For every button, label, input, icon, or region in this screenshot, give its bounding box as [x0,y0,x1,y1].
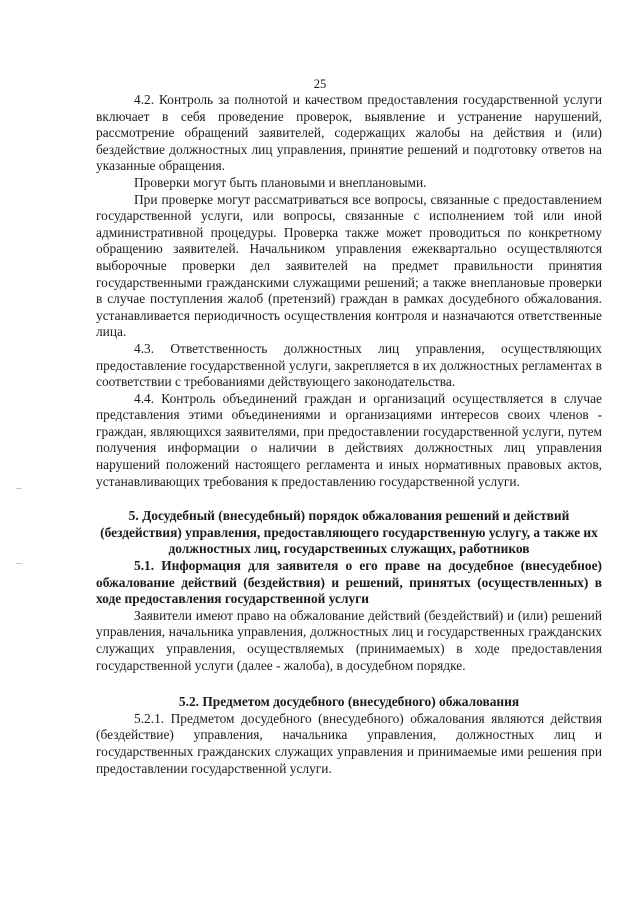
section-5-1-heading: 5.1. Информация для заявителя о его праве на досудебное (внесудебное) обжалование действий (бездействия) и решений, принятых (осуществленных) в ходе предоставления государственной услуги [96,558,602,607]
paragraph-4-2: 4.2. Контроль за полнотой и качеством предоставления государственной услуги включает в себя проведение проверок, выявление и устранение нарушений, рассмотрение обращений заявителей, содержащих жалобы на действия и (или) бездействие должностных лиц управления, принятие решений и подготовку ответов на указанные обращения. [96,92,602,174]
paragraph-5-1: Заявители имеют право на обжалование действий (бездействий) и (или) решений управления, начальника управления, должностных лиц и государственных гражданских служащих управления, осуществляемых (принимаемых) в ходе предоставления государственной услуги (далее - жалоба), в досудебном порядке. [96,607,602,673]
paragraph-5-2-1: 5.2.1. Предметом досудебного (внесудебного) обжалования являются действия (бездействие) управления, начальника управления, должностных лиц и государственных гражданских служащих управления и принимаемые ими решения при предоставлении государственной услуги. [96,710,602,776]
paragraph-4-4: 4.4. Контроль объединений граждан и организаций осуществляется в случае представления этими объединениями и организациями интересов своих членов - граждан, являющихся заявителями, при предоставлении государственной услуги, путем получения информации о наличии в действиях должностных лиц управления нарушений положений настоящего регламента и иных нормативных правовых актов, устанавливающих требования к предоставлению государственной услуги. [96,390,602,489]
paragraph-inspection-scope: При проверке могут рассматриваться все вопросы, связанные с предоставлением государственной услуги, или вопросы, связанные с исполнением той или иной административной процедуры. Проверка также может проводиться по конкретному обращению заявителей. Начальником управления ежеквартально осуществляются выборочные проверки дел заявителей на предмет правильности принятия государственными гражданскими служащими решений; а также внеплановые проверки в случае поступления жалоб (претензий) граждан в рамках досудебного обжалования. устанавливается периодичность осуществления контроля и назначаются ответственные лица. [96,191,602,340]
section-5-2-heading: 5.2. Предметом досудебного (внесудебного) обжалования [178,694,520,710]
page-number: 25 [313,77,327,91]
paragraph-4-3: 4.3. Ответственность должностных лиц управления, осуществляющих предоставление государственной услуги, закрепляется в их должностных регламентах в соответствии с требованиями действующего законодательства. [96,340,602,390]
document-body [96,92,602,777]
paragraph-inspections-types: Проверки могут быть плановыми и внеплановыми. [134,174,427,190]
section-5-heading: 5. Досудебный (внесудебный) порядок обжалования решений и действий (бездействия) управления, предоставляющего государственную услугу, а также их должностных лиц, государственных служащих, работников [100,508,598,557]
margin-scan-mark [16,488,22,489]
margin-scan-mark [16,563,22,564]
